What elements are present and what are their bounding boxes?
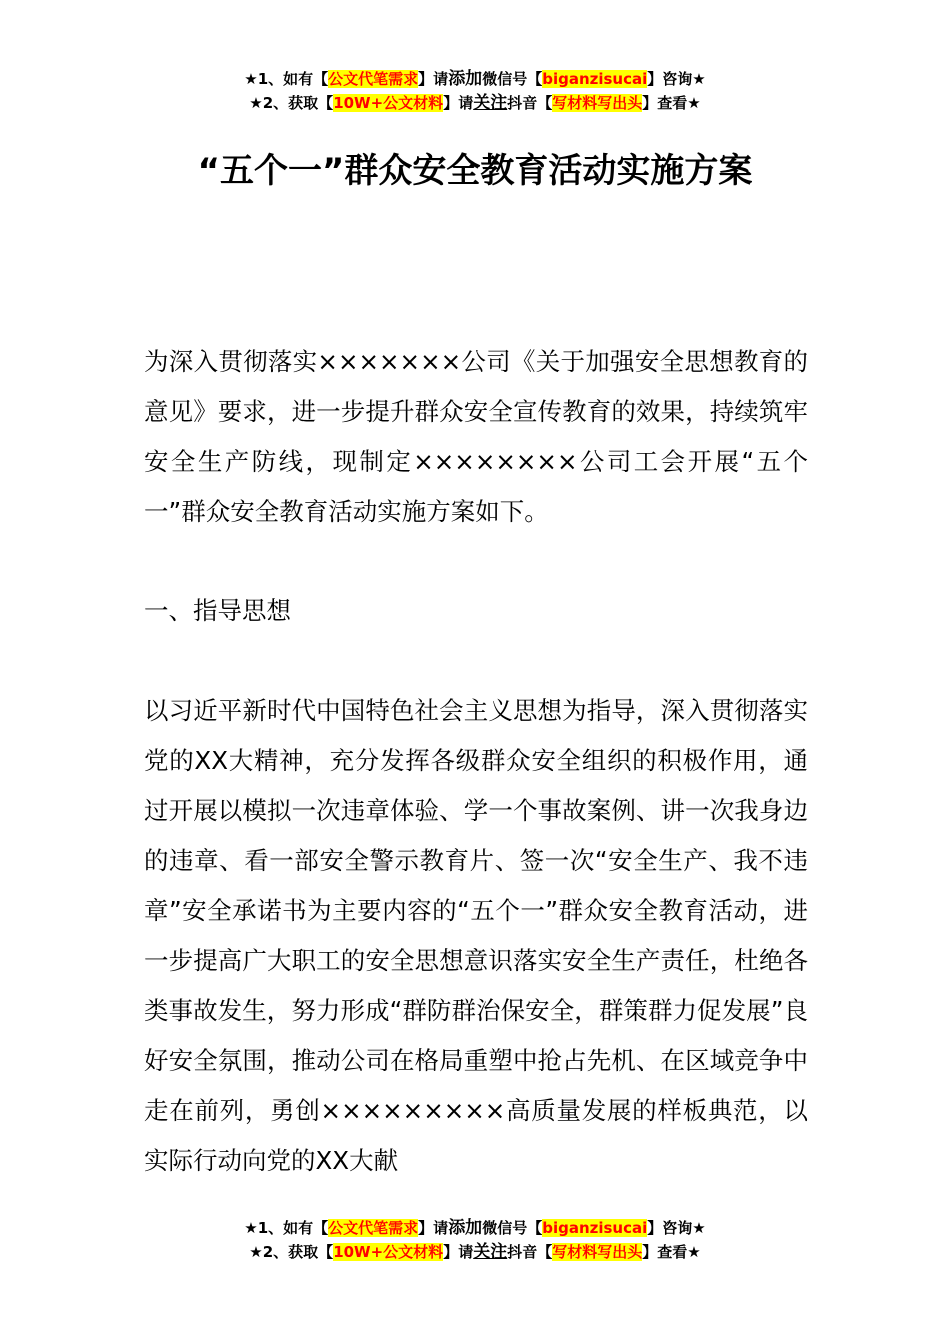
promo-highlight: 10W+公文材料: [333, 94, 444, 112]
top-promo-banner: [0, 67, 950, 115]
promo-wechat-id: biganzisucai: [542, 1219, 648, 1237]
promo-highlight: 公文代笔需求: [328, 1219, 419, 1237]
bottom-promo-banner: [0, 1216, 950, 1264]
promo-line-2: ★2、获取【10W+公文材料】请关注抖音【写材料写出头】查看★: [249, 93, 701, 113]
promo-highlight: 10W+公文材料: [333, 1243, 444, 1261]
promo-highlight: 公文代笔需求: [328, 70, 419, 88]
promo-douyin-id: 写材料写出头: [552, 1243, 643, 1261]
promo-douyin-id: 写材料写出头: [552, 94, 643, 112]
promo-line-1: ★1、如有【公文代笔需求】请添加微信号【biganzisucai】咨询★: [244, 1218, 706, 1238]
document-title: “五个一”群众安全教育活动实施方案: [197, 151, 753, 191]
section-heading: 一、指导思想: [144, 596, 291, 625]
intro-paragraph: 为深入贯彻落实×××××××公司《关于加强安全思想教育的意见》要求，进一步提升群众安全宣传教育的效果，持续筑牢安全生产防线，现制定××××××××公司工会开展“五个一”群众安全教育活动实施方案如下。: [144, 347, 808, 526]
promo-line-2: ★2、获取【10W+公文材料】请关注抖音【写材料写出头】查看★: [249, 1242, 701, 1262]
promo-line-1: ★1、如有【公文代笔需求】请添加微信号【biganzisucai】咨询★: [244, 69, 706, 89]
section-paragraph: 以习近平新时代中国特色社会主义思想为指导，深入贯彻落实党的XX大精神，充分发挥各级群众安全组织的积极作用，通过开展以模拟一次违章体验、学一个事故案例、讲一次我身边的违章、看一部安全警示教育片、签一次“安全生产、我不违章”安全承诺书为主要内容的“五个一”群众安全教育活动，进一步提高广大职工的安全思想意识落实安全生产责任，杜绝各类事故发生，努力形成“群防群治保安全，群策群力促发展”良好安全氛围，推动公司在格局重塑中抢占先机、在区域竞争中走在前列，勇创×××××××××高质量发展的样板典范，以实际行动向党的XX大献: [144, 696, 808, 1175]
promo-wechat-id: biganzisucai: [542, 70, 648, 88]
